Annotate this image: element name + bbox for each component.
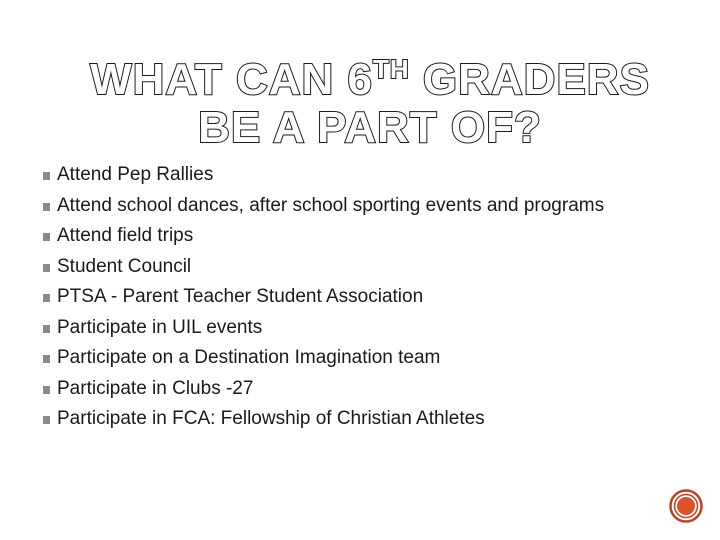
square-bullet-icon [43, 386, 50, 394]
list-item [40, 377, 640, 399]
square-bullet-icon [43, 355, 50, 363]
list-item-text: Attend field trips [57, 225, 194, 246]
list-item-text: Participate in Clubs -27 [57, 377, 254, 399]
list-item [40, 410, 640, 428]
list-item [40, 316, 640, 338]
bullet-list [40, 166, 640, 441]
list-item-text: Participate in UIL events [57, 316, 263, 338]
square-bullet-icon [43, 233, 50, 241]
list-item-text: Attend school dances, after school sporting events and programs [57, 194, 605, 216]
title-superscript: TH [373, 54, 410, 84]
list-item-text: Participate in FCA: Fellowship of Christian Athletes [57, 408, 485, 429]
list-item [40, 194, 640, 216]
square-bullet-icon [43, 172, 50, 180]
list-item-text: PTSA - Parent Teacher Student Association [57, 286, 424, 307]
square-bullet-icon [43, 264, 50, 272]
list-item-text: Attend Pep Rallies [57, 164, 214, 185]
square-bullet-icon [43, 294, 50, 302]
list-item [40, 166, 640, 184]
square-bullet-icon [43, 416, 50, 424]
title-part-1: WHAT CAN 6 [90, 55, 373, 104]
list-item [40, 227, 640, 245]
list-item-text: Student Council [57, 255, 192, 277]
circle-logo-icon [669, 489, 703, 523]
list-item [40, 349, 640, 367]
title-part-2: GRADERS BE A PART OF? [198, 55, 650, 152]
list-item [40, 288, 640, 306]
square-bullet-icon [43, 325, 50, 333]
list-item-text: Participate on a Destination Imagination team [57, 347, 441, 368]
list-item [40, 255, 640, 277]
square-bullet-icon [43, 203, 50, 211]
slide-title [60, 56, 680, 152]
